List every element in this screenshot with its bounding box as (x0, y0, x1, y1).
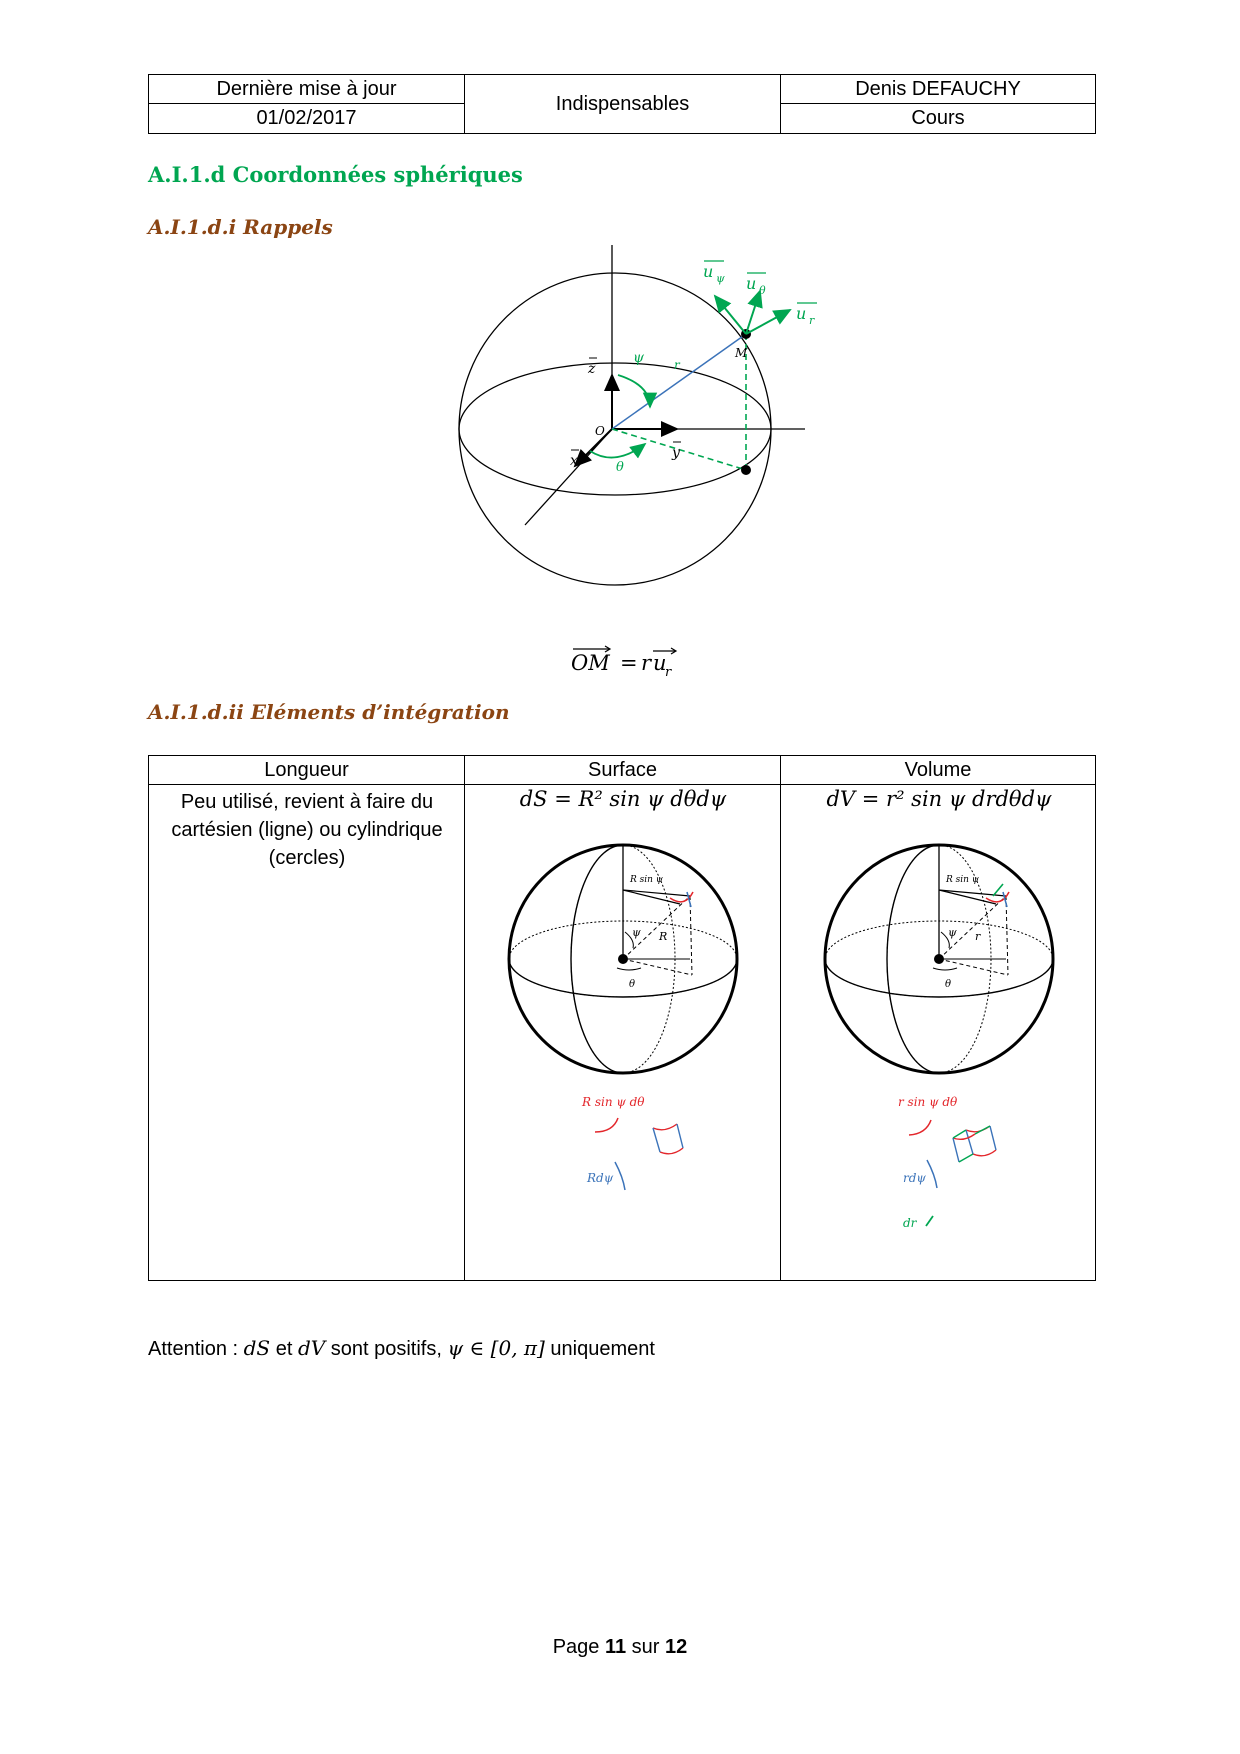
surface-arc-theta: R sin ψ dθ (582, 1095, 645, 1109)
footer-total-pages: 12 (665, 1636, 688, 1658)
section-title: A.I.1.d Coordonnées sphériques (148, 162, 523, 187)
last-update-label: Dernière mise à jour (216, 78, 397, 100)
integration-table (148, 755, 1096, 1281)
om-equation (565, 642, 695, 682)
attention-mid: sont positifs, (325, 1338, 448, 1360)
spherical-coordinates-figure (440, 235, 840, 615)
surface-element-figure (465, 832, 779, 1272)
surface-r: R (659, 930, 668, 943)
volume-arc-theta: r sin ψ dθ (898, 1095, 958, 1109)
u-psi-sub: ψ (716, 272, 725, 285)
footer-page-word: Page (552, 1636, 605, 1658)
equals-sign: = (620, 651, 638, 675)
volume-psi: ψ (948, 926, 957, 939)
header-table (148, 74, 1096, 134)
doc-type: Cours (911, 107, 965, 129)
surface-formula: dS = R² sin ψ dθdψ (519, 787, 727, 811)
surface-rsinpsi: R sin ψ (630, 875, 663, 885)
header-longueur: Longueur (264, 759, 349, 781)
z-label: z (588, 361, 596, 377)
om-lhs: OM (571, 651, 610, 675)
volume-theta: θ (945, 979, 952, 990)
header-volume: Volume (904, 759, 972, 781)
volume-dr: dr (903, 1216, 917, 1230)
update-date: 01/02/2017 (256, 107, 357, 129)
volume-r: r (975, 930, 981, 943)
attention-note (148, 1336, 655, 1361)
surface-arc-psi: Rdψ (587, 1171, 614, 1185)
u-psi-label: u (703, 262, 714, 281)
footer-sur: sur (626, 1636, 666, 1658)
subsection-rappels: A.I.1.d.i Rappels (148, 215, 333, 239)
y-label: y (672, 445, 680, 461)
x-label: x (570, 453, 578, 469)
footer-page-number: 11 (604, 1636, 627, 1658)
u-r-sub: r (809, 314, 815, 327)
u-r-vector: u (653, 651, 667, 675)
header-surface: Surface (588, 759, 657, 781)
volume-arc-psi: rdψ (903, 1171, 926, 1185)
subsection-elements: A.I.1.d.ii Eléments d’intégration (148, 700, 510, 724)
x-unit-vector (575, 429, 612, 466)
surface-theta: θ (629, 979, 636, 990)
surface-psi: ψ (632, 926, 641, 939)
attention-et: et (270, 1338, 298, 1360)
r-coefficient: r (641, 651, 652, 675)
u-r-subscript: r (665, 665, 672, 680)
attention-suffix: uniquement (544, 1338, 655, 1360)
o-label: O (595, 424, 605, 438)
attention-psi-range: ψ ∈ [0, π] (447, 1336, 545, 1360)
longueur-text: Peu utilisé, revient à faire du cartésien (ligne) ou cylindrique (cercles) (171, 791, 443, 869)
volume-element-figure (781, 832, 1095, 1272)
attention-ds: dS (243, 1336, 271, 1360)
theta-label: θ (616, 460, 624, 475)
doc-title: Indispensables (555, 92, 690, 115)
u-r-label: u (796, 304, 807, 323)
attention-prefix: Attention : (148, 1338, 244, 1360)
author: Denis DEFAUCHY (855, 78, 1021, 100)
r-label: r (674, 358, 680, 372)
u-theta-label: u (746, 274, 757, 293)
m-label: M (735, 346, 748, 360)
attention-dv: dV (297, 1336, 326, 1360)
page-footer (0, 1636, 1240, 1659)
psi-label: ψ (633, 350, 644, 366)
u-theta-sub: θ (759, 284, 766, 297)
volume-formula: dV = r² sin ψ drdθdψ (826, 787, 1052, 811)
volume-rsinpsi: R sin ψ (946, 875, 979, 885)
